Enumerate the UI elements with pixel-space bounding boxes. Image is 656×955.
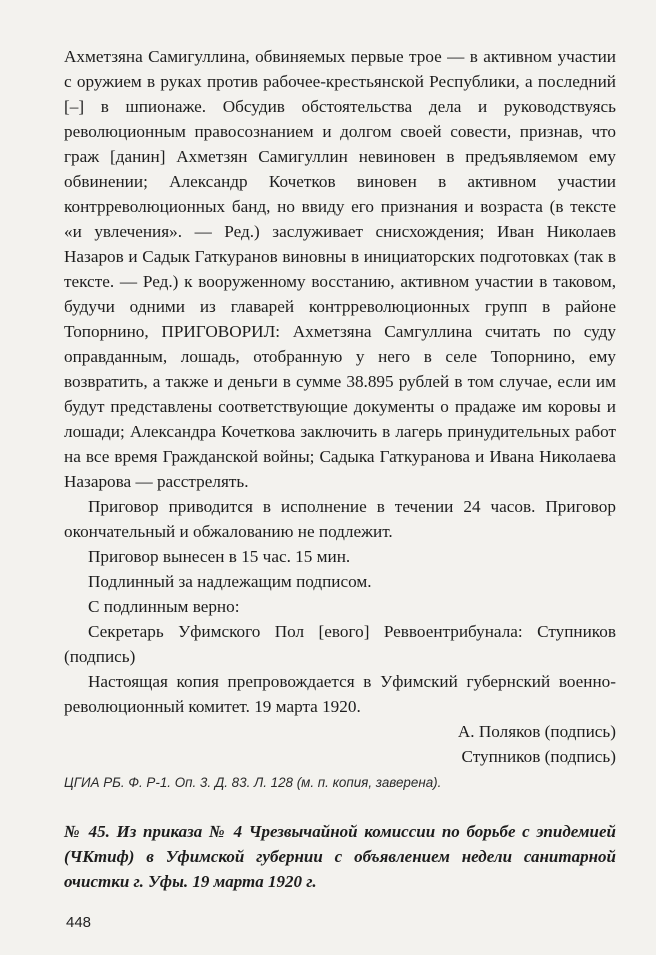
- next-document-heading: № 45. Из приказа № 4 Чрезвычайной комиссии по борьбе с эпидемией (ЧКтиф) в Уфимской губернии с объявлением недели санитарной очистки г. Уфы. 19 марта 1920 г.: [64, 822, 616, 891]
- archive-source-note: ЦГИА РБ. Ф. Р-1. Оп. 3. Д. 83. Л. 128 (м. п. копия, заверена).: [64, 775, 442, 790]
- paragraph-execution: Приговор приводится в исполнение в течении 24 часов. Приговор окончательный и обжалованию не подлежит.: [64, 497, 616, 541]
- paragraph-verdict: Ахметзяна Самигуллина, обвиняемых первые трое — в активном участии с оружием в руках против рабочее-крестьянской Республики, а последний [–] в шпионаже. Обсудив обстоятельства дела и руководствуясь революционным правосознанием и долгом своей совести, признав, что граж [данин] Ахметзян Самигуллин невиновен в предъявляемом ему обвинении; Александр Кочетков виновен в активном участии контрреволюционных банд, но ввиду его признания и возраста (в тексте «и увлечения». — Ред.) заслуживает снисхождения; Иван Николаев Назаров и Садык Гаткуранов виновны в инициаторских подготовках (так в тексте. — Ред.) к вооруженному восстанию, активном участии в таковом, будучи одними из главарей контрреволюционных групп в районе Топорнино, ПРИГОВОРИЛ: Ахметзяна Самгуллина считать по суду оправданным, лошадь, отобранную у него в селе Топорнино, ему возвратить, а также и деньги в сумме 38.895 рублей в том случае, если им будут представлены соответствующие документы о прадаже им коровы и лошади; Александра Кочеткова заключить в лагерь принудительных работ на все время Гражданской войны; Садыка Гаткуранова и Ивана Николаева Назарова — расстрелять.: [64, 47, 616, 491]
- document-text: [64, 44, 616, 769]
- paragraph-time: Приговор вынесен в 15 час. 15 мин.: [88, 547, 351, 566]
- paragraph-secretary: Секретарь Уфимского Пол [евого] Реввоентрибунала: Ступников (подпись): [64, 622, 616, 666]
- paragraph-original-signed: Подлинный за надлежащим подписом.: [88, 572, 372, 591]
- paragraph-certified: С подлинным верно:: [88, 597, 240, 616]
- page-number: 448: [66, 914, 92, 931]
- signature-stupnikov: Ступников (подпись): [461, 747, 616, 766]
- signature-polyakov: А. Поляков (подпись): [457, 722, 616, 741]
- page-content: [64, 44, 616, 894]
- paragraph-copy-forwarded: Настоящая копия препровождается в Уфимский губернский военно-революционный комитет. 19 марта 1920.: [64, 672, 616, 716]
